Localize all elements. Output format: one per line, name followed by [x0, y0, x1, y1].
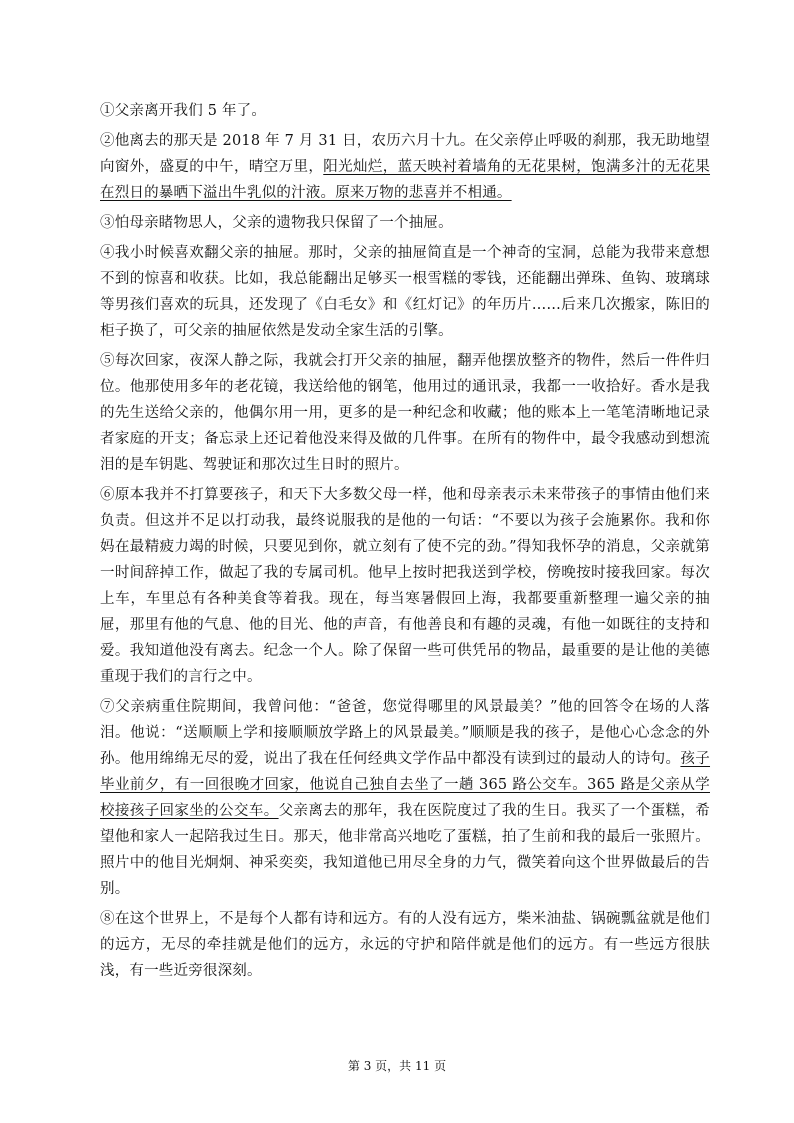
- paragraph-1: [100, 98, 710, 124]
- paragraph-text: ⑤每次回家，夜深人静之际，我就会打开父亲的抽屉，翻弄他摆放整齐的物件，然后一件件归位。他那使用多年的老花镜，我送给他的钢笔，他用过的通讯录，我都一一收拾好。香水是我的先生送给父亲的，他偶尔用一用，更多的是一种纪念和收藏；他的账本上一笔笔清晰地记录者家庭的开支；备忘录上还记着他没来得及做的几件事。在所有的物件中，最令我感动到想流泪的是车钥匙、驾驶证和那次过生日时的照片。: [100, 353, 710, 473]
- paragraph-2: [100, 128, 710, 206]
- paragraph-text: ④我小时候喜欢翻父亲的抽屉。那时，父亲的抽屉简直是一个神奇的宝洞，总能为我带来意想不到的惊喜和收获。比如，我总能翻出足够买一根雪糕的零钱，还能翻出弹珠、鱼钩、玻璃球等男孩们喜欢的玩具，还发现了《白毛女》和《红灯记》的年历片……后来几次搬家，陈旧的柜子换了，可父亲的抽屉依然是发动全家生活的引擎。: [100, 245, 710, 339]
- paragraph-5: [100, 348, 710, 478]
- paragraph-text: ⑧在这个世界上，不是每个人都有诗和远方。有的人没有远方，柴米油盐、锅碗瓢盆就是他们的远方，无尽的牵挂就是他们的远方，永远的守护和陪伴就是他们的远方。有一些远方很肤浅，有一些近旁很深刻。: [100, 911, 710, 979]
- underlined-text: 孩子毕业前夕，有一回很晚才回家，他说自己独自去坐了一趟 365 路公交车。365 路是父亲从学校接孩子回家坐的公交车。: [100, 751, 711, 819]
- paragraph-8: [100, 906, 710, 984]
- paragraph-6: [100, 482, 710, 690]
- paragraph-7: [100, 694, 710, 902]
- paragraph-4: [100, 240, 710, 344]
- paragraph-text: ②他离去的那天是 2018 年 7 月 31 日，农历六月十九。在父亲停止呼吸的刹那，我无助地望向窗外，盛夏的中午，晴空万里，: [100, 133, 710, 175]
- paragraph-text: ③怕母亲睹物思人，父亲的遗物我只保留了一个抽屉。: [100, 215, 453, 231]
- paragraph-3: [100, 210, 710, 236]
- article-body: [100, 98, 710, 988]
- paragraph-text: ⑥原本我并不打算要孩子，和天下大多数父母一样，他和母亲表示未来带孩子的事情由他们来负责。但这并不足以打动我，最终说服我的是他的一句话：“不要以为孩子会施累你。我和你妈在最精疲力竭的时候，只要见到你，就立刻有了使不完的劲。”得知我怀孕的消息，父亲就第一时间辞掉工作，做起了我的专属司机。他早上按时把我送到学校，傍晚按时接我回家。每次上车，车里总有各种美食等着我。现在，每当寒暑假回上海，我都要重新整理一遍父亲的抽屉，那里有他的气息、他的目光、他的声音，有他善良和有趣的灵魂，有他一如既往的支持和爱。我知道他没有离去。纪念一个人。除了保留一些可供凭吊的物品，最重要的是让他的美德重现于我们的言行之中。: [100, 487, 710, 685]
- paragraph-text: 父亲离去的那年，我在医院度过了我的生日。我买了一个蛋糕，希望他和家人一起陪我过生日。那天，他非常高兴地吃了蛋糕，拍了生前和我的最后一张照片。照片中的他目光炯炯、神采奕奕，我知道他已用尽全身的力气，微笑着向这个世界做最后的告别。: [100, 803, 710, 897]
- paragraph-text: ⑦父亲病重住院期间，我曾问他：“爸爸，您觉得哪里的风景最美？”他的回答令在场的人落泪。他说：“送顺顺上学和接顺顺放学路上的风景最美。”顺顺是我的孩子，是他心心念念的外孙。他用绵绵无尽的爱，说出了我在任何经典文学作品中都没有读到过的最动人的诗句。: [100, 699, 710, 767]
- page-number-footer: 第 3 页，共 11 页: [347, 1059, 447, 1073]
- underlined-text: 阳光灿烂，蓝天映衬着墙角的无花果树，饱满多汁的无花果在烈日的暴晒下溢出牛乳似的汁液。原来万物的悲喜并不相通。: [100, 159, 711, 201]
- paragraph-text: ①父亲离开我们 5 年了。: [100, 103, 267, 119]
